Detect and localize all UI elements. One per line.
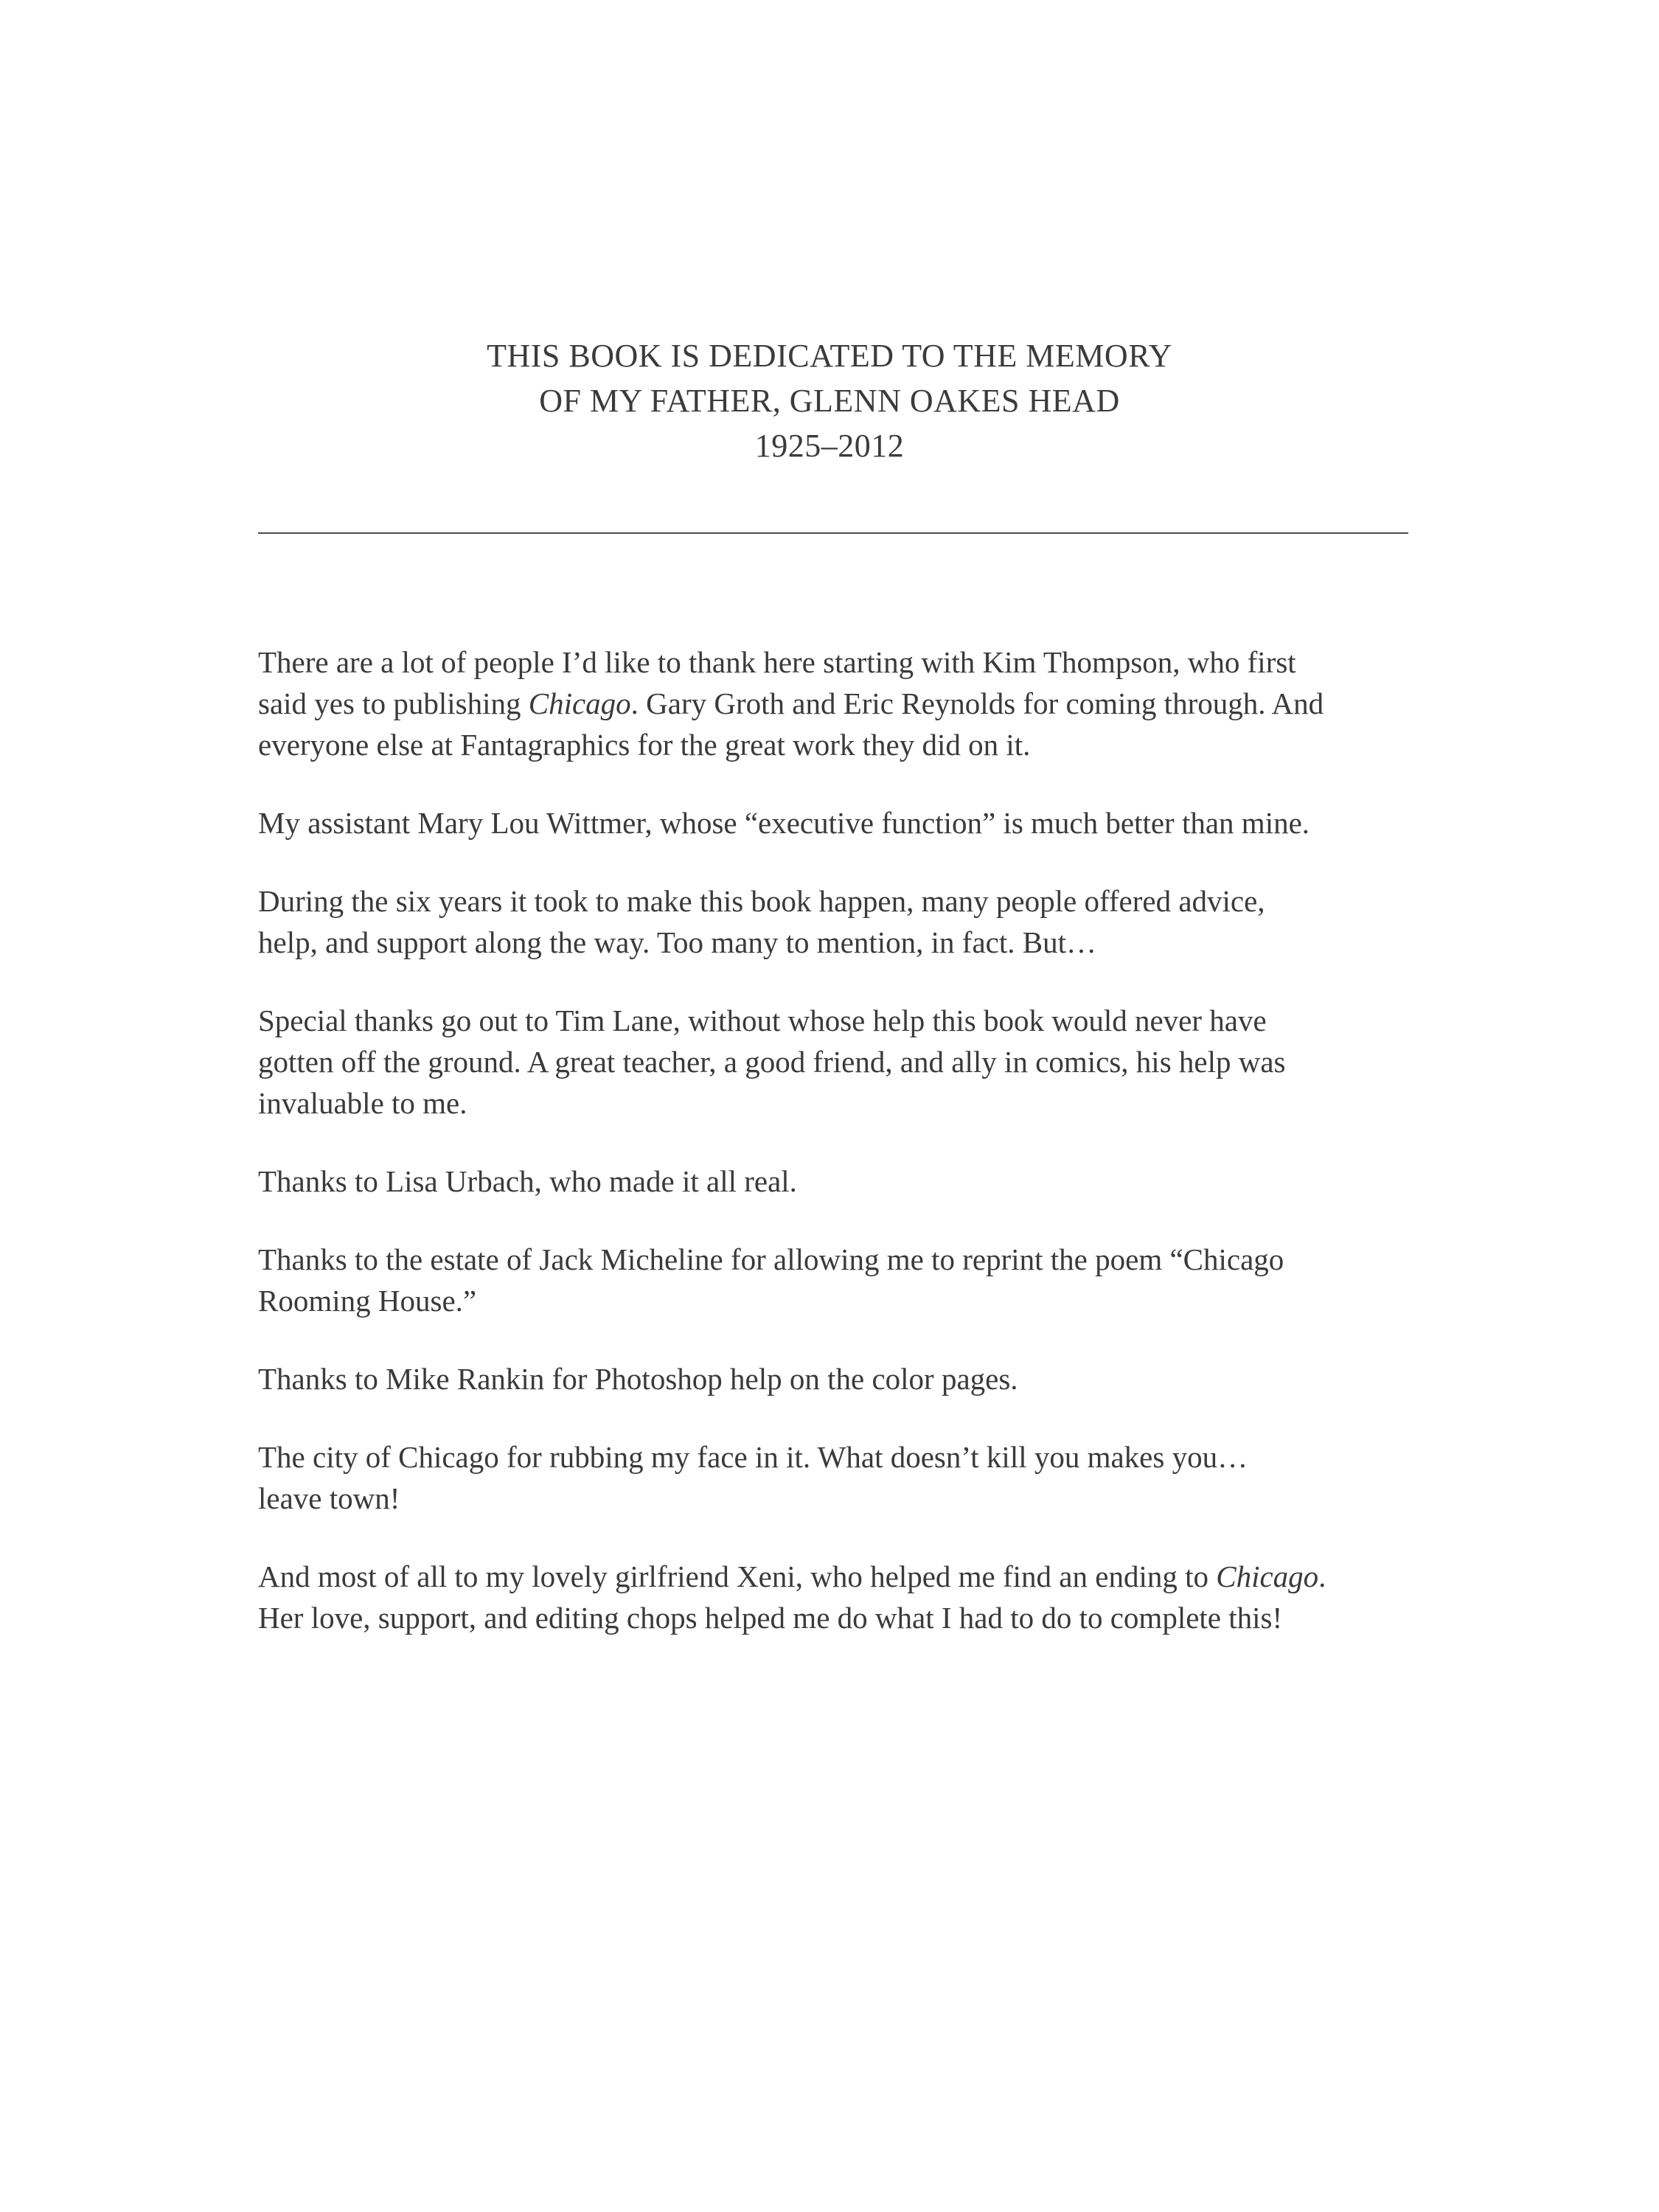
text-line: Thanks to Lisa Urbach, who made it all real. bbox=[258, 1164, 797, 1198]
dedication-line: OF MY FATHER, GLENN OAKES HEAD bbox=[539, 383, 1120, 419]
text-line: Thanks to the estate of Jack Micheline for allowing me to reprint the poem “Chicago bbox=[258, 1242, 1284, 1276]
acknowledgment-paragraph bbox=[258, 1161, 1408, 1202]
book-title: Chicago bbox=[1216, 1559, 1319, 1593]
text-line bbox=[258, 1556, 1408, 1597]
text-line: Rooming House.” bbox=[258, 1284, 477, 1318]
text-line: During the six years it took to make this book happen, many people offered advice, bbox=[258, 884, 1265, 918]
dedication-dates: 1925–2012 bbox=[754, 428, 905, 464]
text-run: . bbox=[1318, 1559, 1326, 1593]
text-line: invaluable to me. bbox=[258, 1086, 467, 1120]
text-line: Her love, support, and editing chops helped me do what I had to do to complete this! bbox=[258, 1601, 1283, 1635]
dedication-line: THIS BOOK IS DEDICATED TO THE MEMORY bbox=[487, 338, 1172, 374]
acknowledgment-paragraph bbox=[258, 1239, 1408, 1321]
text-line: everyone else at Fantagraphics for the great work they did on it. bbox=[258, 728, 1031, 762]
book-title: Chicago bbox=[528, 686, 631, 720]
text-run: . Gary Groth and Eric Reynolds for coming through. And bbox=[630, 686, 1324, 720]
text-run: said yes to publishing bbox=[258, 686, 529, 720]
acknowledgment-paragraph bbox=[258, 1556, 1408, 1638]
acknowledgment-paragraph bbox=[258, 1000, 1408, 1124]
text-line: Thanks to Mike Rankin for Photoshop help on the color pages. bbox=[258, 1362, 1018, 1396]
dedication-block bbox=[0, 333, 1659, 468]
acknowledgment-paragraph bbox=[258, 641, 1408, 765]
acknowledgments-block bbox=[258, 641, 1408, 1675]
text-line: help, and support along the way. Too many to mention, in fact. But… bbox=[258, 925, 1096, 959]
acknowledgment-paragraph bbox=[258, 802, 1408, 844]
acknowledgment-paragraph bbox=[258, 880, 1408, 963]
text-line: leave town! bbox=[258, 1481, 400, 1515]
text-line: The city of Chicago for rubbing my face in it. What doesn’t kill you makes you… bbox=[258, 1440, 1248, 1474]
text-line: Special thanks go out to Tim Lane, without whose help this book would never have bbox=[258, 1004, 1267, 1037]
text-line bbox=[258, 683, 1408, 724]
text-line: There are a lot of people I’d like to thank here starting with Kim Thompson, who first bbox=[258, 645, 1296, 679]
acknowledgment-paragraph bbox=[258, 1436, 1408, 1519]
text-line: My assistant Mary Lou Wittmer, whose “executive function” is much better than mine. bbox=[258, 806, 1310, 840]
text-run: And most of all to my lovely girlfriend Xeni, who helped me find an ending to bbox=[258, 1559, 1217, 1593]
acknowledgment-paragraph bbox=[258, 1358, 1408, 1399]
horizontal-divider bbox=[258, 532, 1408, 534]
text-line: gotten off the ground. A great teacher, a good friend, and ally in comics, his help was bbox=[258, 1045, 1286, 1079]
